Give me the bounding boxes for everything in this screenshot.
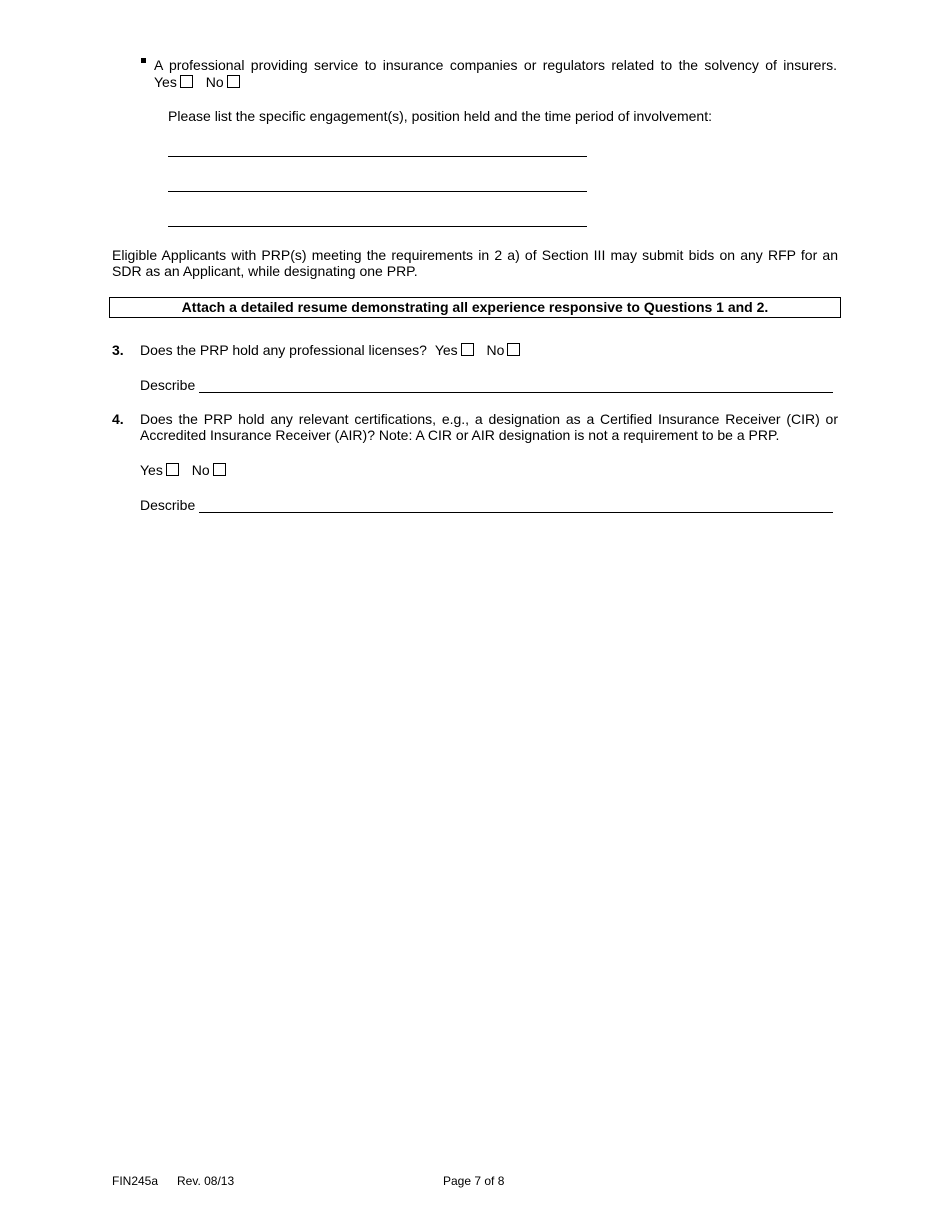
bullet-item-yes-no	[154, 74, 240, 90]
bullet-no-checkbox[interactable]	[227, 75, 240, 88]
footer-page-number: Page 7 of 8	[443, 1174, 505, 1188]
footer-revision: Rev. 08/13	[177, 1174, 235, 1188]
question-3-describe-label: Describe	[140, 377, 196, 393]
question-4-no-checkbox[interactable]	[213, 463, 226, 476]
bullet-no-label: No	[205, 74, 224, 90]
question-4-yes-label: Yes	[140, 462, 163, 478]
question-4-yes-checkbox[interactable]	[166, 463, 179, 476]
question-4-yes-no	[140, 462, 226, 478]
question-3-number: 3.	[112, 342, 124, 358]
engagement-answer-line-3[interactable]	[168, 226, 587, 227]
question-3-no-label: No	[486, 342, 505, 358]
bullet-item-text: A professional providing service to insurance companies or regulators related to the solvency of insurers.	[154, 57, 837, 73]
question-3-text: Does the PRP hold any professional licenses?	[140, 342, 427, 358]
question-3-describe	[140, 377, 833, 393]
question-3-describe-input[interactable]	[199, 378, 833, 393]
question-4-number: 4.	[112, 411, 124, 427]
question-3-yes-label: Yes	[434, 342, 458, 358]
question-4-line-1: Does the PRP hold any relevant certifications, e.g., a designation as a Certified Insurance Receiver (CIR) or	[140, 411, 838, 427]
eligibility-note-line-2: SDR as an Applicant, while designating one PRP.	[112, 263, 418, 279]
footer-form-id: FIN245a	[112, 1174, 159, 1188]
question-4-line-2: Accredited Insurance Receiver (AIR)? Note: A CIR or AIR designation is not a requirement to be a PRP.	[140, 427, 780, 443]
question-3-no-checkbox[interactable]	[507, 343, 520, 356]
engagement-prompt: Please list the specific engagement(s), position held and the time period of involvement:	[168, 108, 712, 124]
attach-resume-notice: Attach a detailed resume demonstrating all experience responsive to Questions 1 and 2.	[109, 297, 841, 318]
question-4-describe	[140, 497, 833, 513]
question-3-yes-checkbox[interactable]	[461, 343, 474, 356]
engagement-answer-line-2[interactable]	[168, 191, 587, 192]
question-4-no-label: No	[191, 462, 210, 478]
bullet-yes-label: Yes	[154, 74, 177, 90]
eligibility-note-line-1: Eligible Applicants with PRP(s) meeting the requirements in 2 a) of Section III may submit bids on any RFP for an	[112, 247, 838, 263]
question-4-describe-label: Describe	[140, 497, 196, 513]
bullet-marker	[141, 58, 146, 63]
question-3	[140, 342, 520, 358]
engagement-answer-line-1[interactable]	[168, 156, 587, 157]
bullet-yes-checkbox[interactable]	[180, 75, 193, 88]
question-4-describe-input[interactable]	[199, 498, 833, 513]
